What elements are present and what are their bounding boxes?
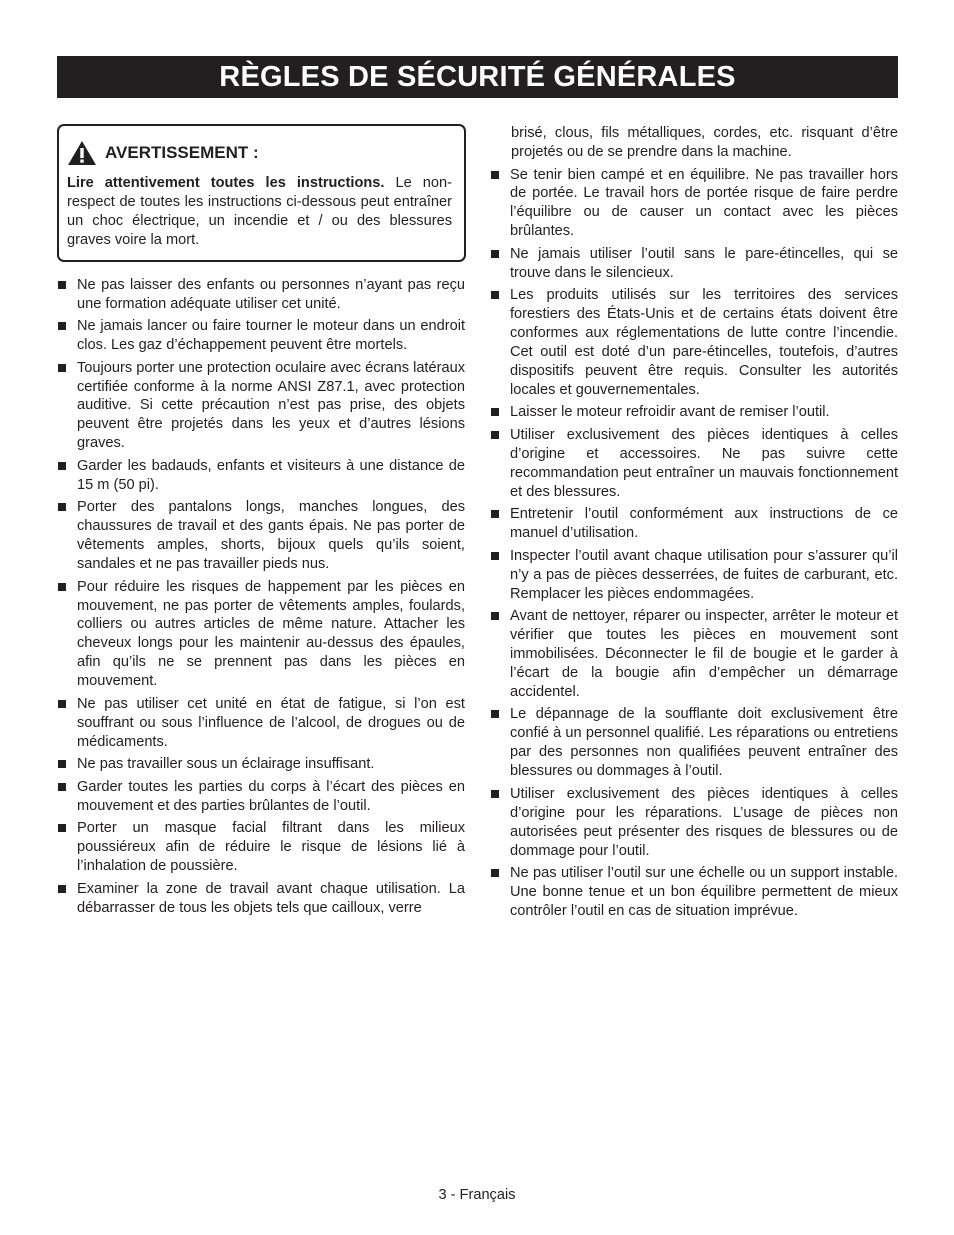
bullet-square-icon: [58, 760, 66, 768]
list-item: Ne pas laisser des enfants ou personnes n’ayant pas reçu une formation adéquate utiliser cet unité.: [57, 276, 465, 314]
page-footer: 3 - Français: [438, 1187, 516, 1203]
list-item: Ne jamais utiliser l’outil sans le pare-étincelles, qui se trouve dans le silencieux.: [490, 245, 898, 283]
list-item: Garder les badauds, enfants et visiteurs à une distance de 15 m (50 pi).: [57, 457, 465, 495]
bullet-square-icon: [491, 552, 499, 560]
bullet-square-icon: [58, 824, 66, 832]
list-item: Les produits utilisés sur les territoires des services forestiers des États-Unis et de certains états doivent être conformes aux réglementations de lutte contre l’incendie. Cet outil est doté d’un pare-étincelles, toutefois, d’autres dispositifs peuvent être requis. Consulter les autorités locales et gouvernementales.: [490, 286, 898, 399]
list-item: Laisser le moteur refroidir avant de remiser l’outil.: [490, 403, 898, 422]
bullet-square-icon: [58, 322, 66, 330]
bullet-square-icon: [58, 783, 66, 791]
bullet-square-icon: [491, 612, 499, 620]
bullet-square-icon: [58, 364, 66, 372]
bullet-square-icon: [58, 583, 66, 591]
warning-text: [67, 174, 452, 250]
bullet-square-icon: [491, 431, 499, 439]
list-item-continuation: brisé, clous, fils métalliques, cordes, etc. risquant d’être projetés ou de se prendre dans la machine.: [511, 125, 898, 160]
list-item: Utiliser exclusivement des pièces identiques à celles d’origine et accessoires. Ne pas suivre cette recommandation peut entraîner un mauvais fonctionnement et des blessures.: [490, 426, 898, 502]
bullet-square-icon: [491, 250, 499, 258]
bullet-square-icon: [58, 281, 66, 289]
list-item: Entretenir l’outil conformément aux instructions de ce manuel d’utilisation.: [490, 505, 898, 543]
list-item: Se tenir bien campé et en équilibre. Ne pas travailler hors de portée. Le travail hors de portée risque de faire perdre l’équilibre ou de causer un contact avec les pièces brûlantes.: [490, 166, 898, 242]
list-item: Garder toutes les parties du corps à l’écart des pièces en mouvement et des parties brûlantes de l’outil.: [57, 778, 465, 816]
list-item: Pour réduire les risques de happement par les pièces en mouvement, ne pas porter de vêtements amples, foulards, colliers ou autres articles de même nature. Attacher les cheveux longs pour les maintenir au-dessus des épaules, afin qu’ils ne se prennent pas dans les pièces en mouvement.: [57, 578, 465, 691]
bullet-square-icon: [58, 885, 66, 893]
warning-header: [67, 140, 452, 166]
list-item: Utiliser exclusivement des pièces identiques à celles d’origine pour les réparations. L’usage de pièces non autorisées peut présenter des risques de blessures ou de dommage pour l’outil.: [490, 785, 898, 861]
bullet-square-icon: [491, 710, 499, 718]
list-item: Examiner la zone de travail avant chaque utilisation. La débarrasser de tous les objets tels que cailloux, verre: [57, 880, 465, 918]
list-item: Avant de nettoyer, réparer ou inspecter, arrêter le moteur et vérifier que toutes les pièces en mouvement sont immobilisées. Déconnecter le fil de bougie et le garder à l’écart de la bougie afin d’empêcher un démarrage accidentel.: [490, 607, 898, 702]
warning-body: Le non-respect de toutes les instructions ci-dessous peut entraîner un choc électrique, un incendie et / ou des blessures graves voire la mort.: [67, 175, 452, 248]
bullet-square-icon: [58, 700, 66, 708]
list-item: Inspecter l’outil avant chaque utilisation pour s’assurer qu’il n’y a pas de pièces desserrées, de fuites de carburant, etc. Remplacer les pièces endommagées.: [490, 547, 898, 604]
warning-box: [57, 124, 466, 262]
warning-triangle-icon: [67, 140, 97, 166]
list-item: Ne pas utiliser cet unité en état de fatigue, si l’on est souffrant ou sous l’influence de l’alcool, de drogues ou de médicaments.: [57, 695, 465, 752]
list-item: Ne jamais lancer ou faire tourner le moteur dans un endroit clos. Les gaz d’échappement peuvent être mortels.: [57, 317, 465, 355]
bullet-square-icon: [491, 408, 499, 416]
warning-heading: AVERTISSEMENT :: [105, 143, 259, 162]
list-item: Toujours porter une protection oculaire avec écrans latéraux certifiée conforme à la norme ANSI Z87.1, avec protection auditive. Si cette précaution n’est pas prise, des objets peuvent être projetés dans les yeux et d’autres lésions graves.: [57, 359, 465, 454]
bullet-square-icon: [491, 790, 499, 798]
right-safety-list: [490, 166, 898, 921]
left-safety-list: [57, 276, 465, 918]
left-column: [57, 124, 465, 921]
right-column: [490, 124, 898, 925]
list-item: Ne pas utiliser l’outil sur une échelle ou un support instable. Une bonne tenue et un bon équilibre permettent de mieux contrôler l’outil en cas de situation imprévue.: [490, 864, 898, 921]
page-title: RÈGLES DE SÉCURITÉ GÉNÉRALES: [57, 56, 898, 98]
bullet-square-icon: [58, 503, 66, 511]
bullet-square-icon: [58, 462, 66, 470]
bullet-square-icon: [491, 869, 499, 877]
list-item: Porter des pantalons longs, manches longues, des chaussures de travail et des gants épais. Ne pas porter de vêtements amples, shorts, bijoux quels qu’ils soient, sandales et ne pas travailler pieds nus.: [57, 498, 465, 574]
bullet-square-icon: [491, 171, 499, 179]
list-item: Le dépannage de la soufflante doit exclusivement être confié à un personnel qualifié. Les réparations ou entretiens par des personnes non qualifiées peuvent entraîner des blessures ou dommages à l’outil.: [490, 705, 898, 781]
warning-bold-lead: Lire attentivement toutes les instructions.: [67, 175, 385, 191]
bullet-square-icon: [491, 510, 499, 518]
list-item: Ne pas travailler sous un éclairage insuffisant.: [57, 755, 465, 774]
list-item: Porter un masque facial filtrant dans les milieux poussiéreux afin de réduire le risque de lésions lié à l’inhalation de poussière.: [57, 819, 465, 876]
bullet-square-icon: [491, 291, 499, 299]
